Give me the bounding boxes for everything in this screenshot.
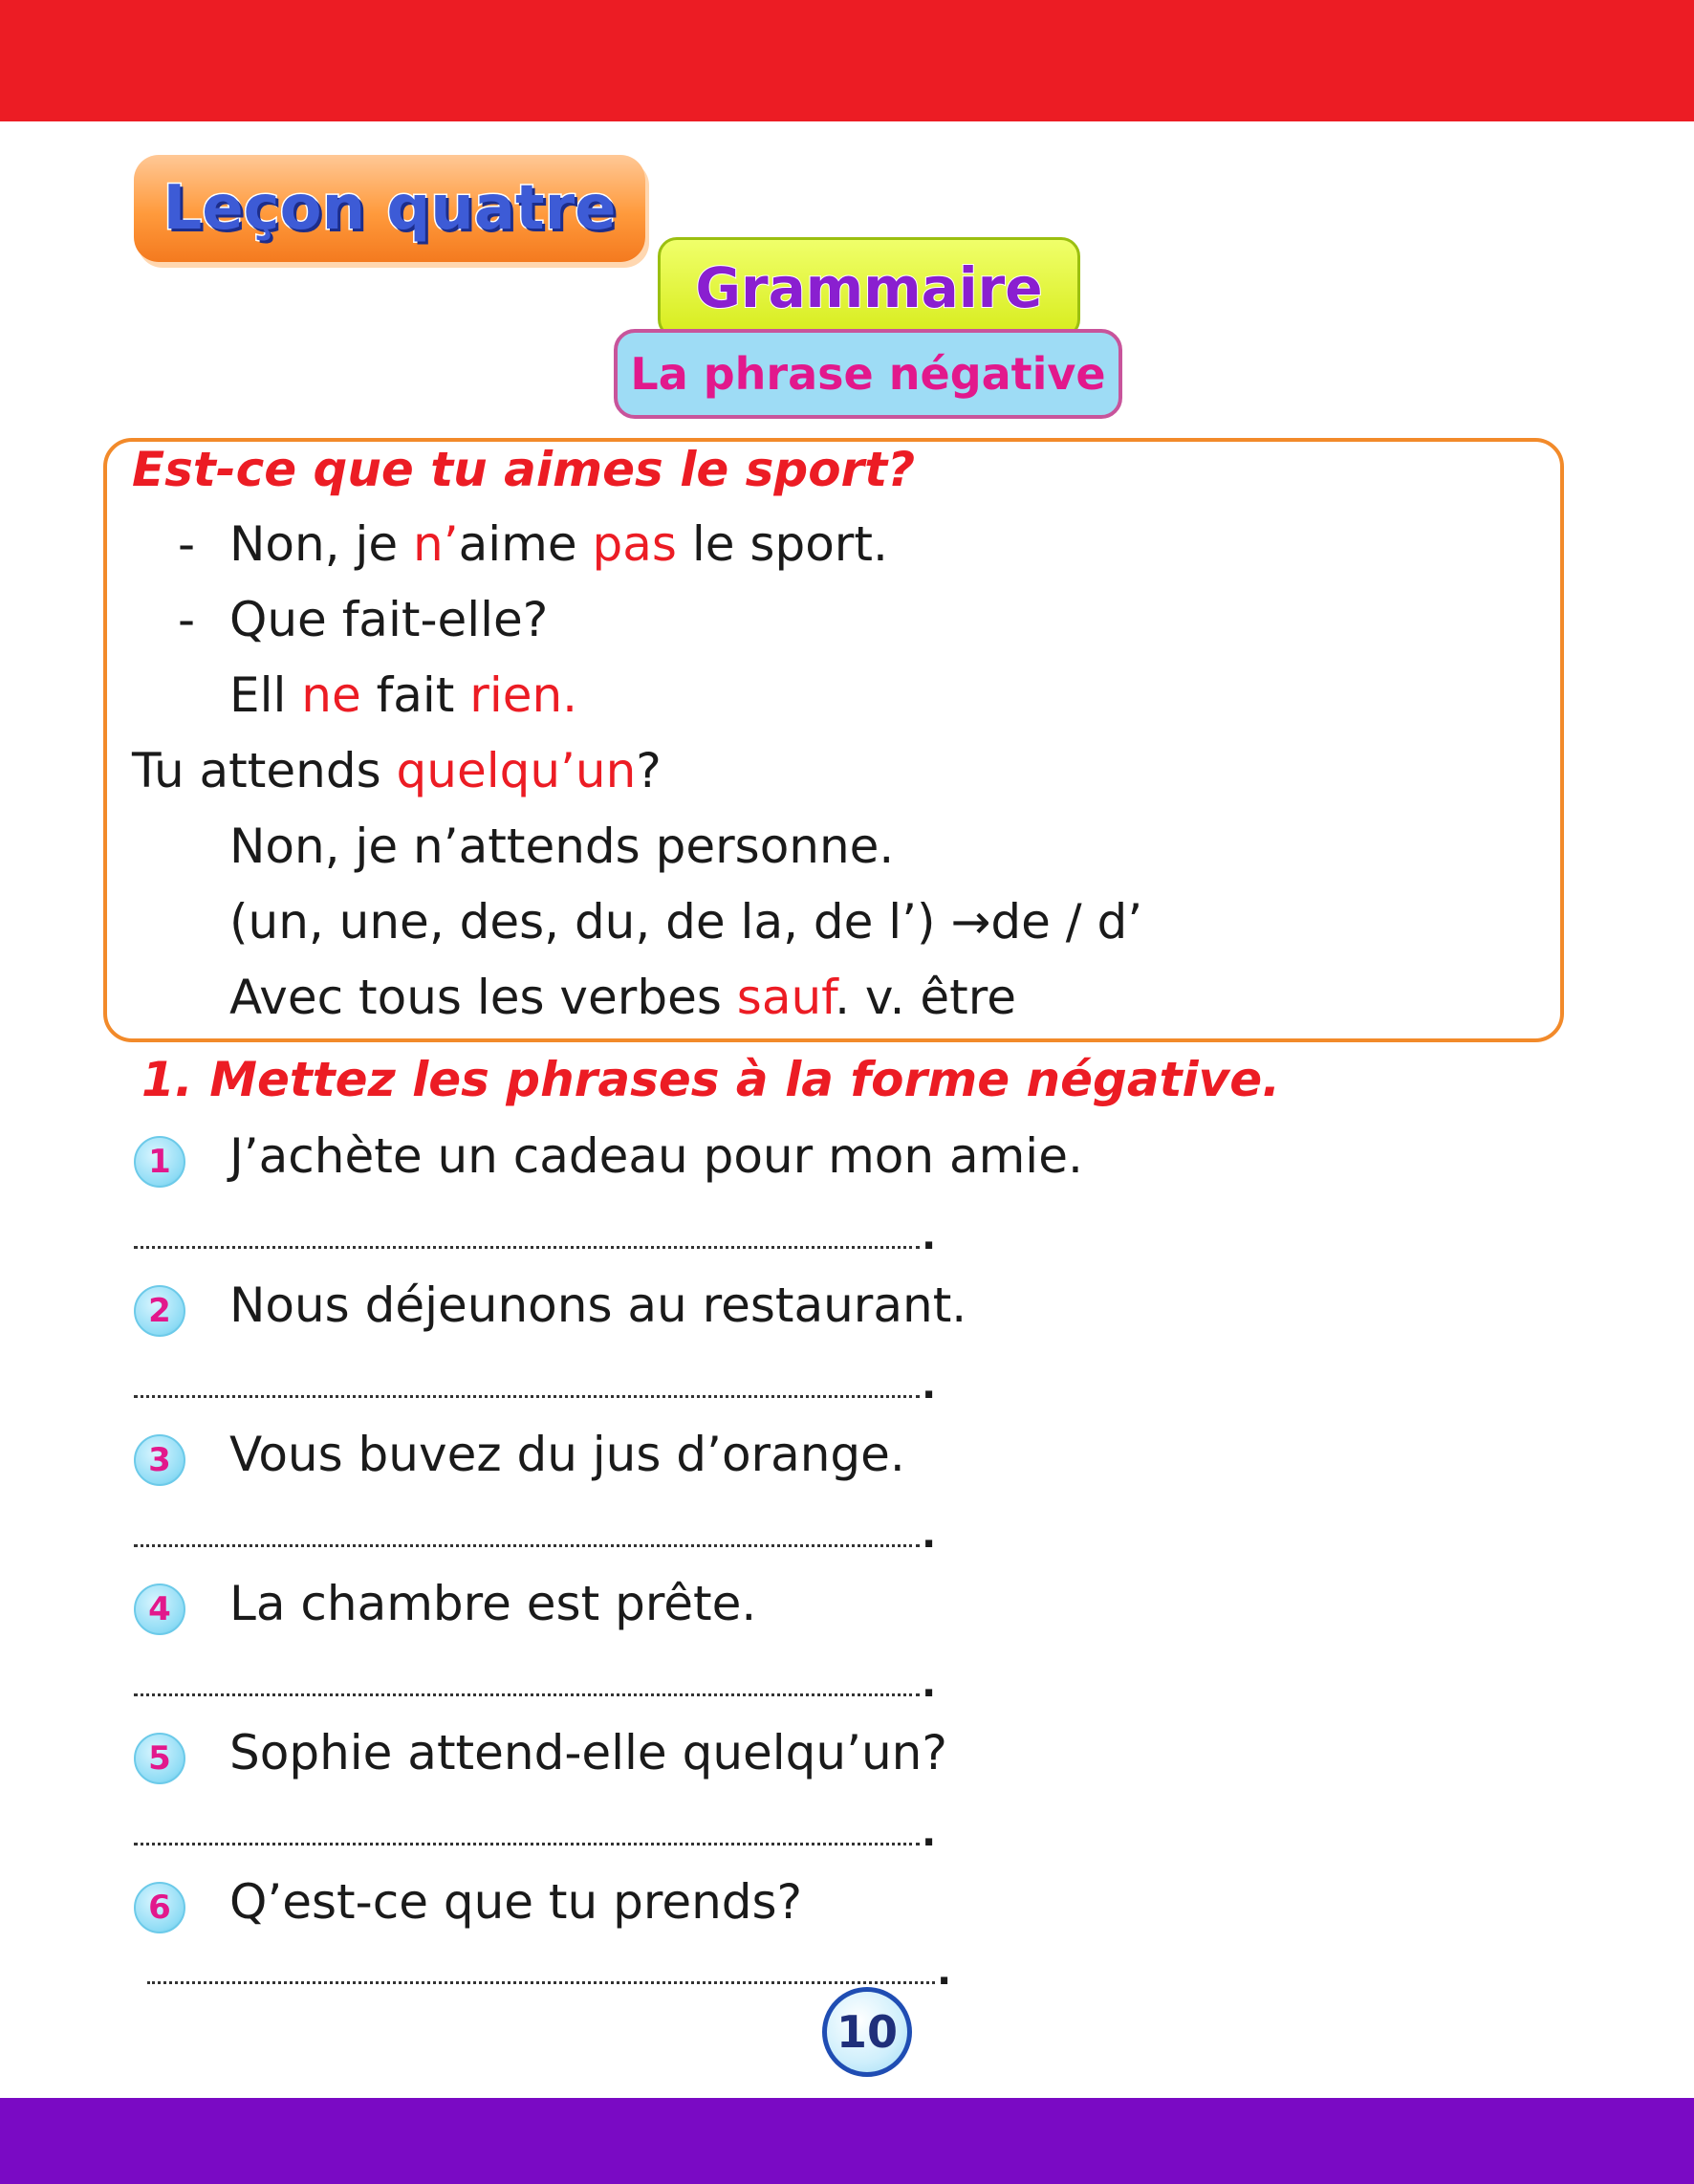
rule-text: ? (636, 743, 662, 798)
page-number: 10 (822, 1987, 912, 2077)
answer-period: . (922, 1364, 937, 1408)
topic-title: La phrase négative (630, 348, 1106, 400)
exercise-sentence: Nous déjeunons au restaurant. (229, 1278, 967, 1333)
item-number-badge: 5 (134, 1733, 185, 1784)
neg-word: ne (301, 667, 361, 723)
answer-period: . (937, 1950, 952, 1994)
rule-text: Avec tous les verbes (229, 970, 737, 1025)
neg-word: n’ (413, 516, 459, 572)
neg-word: pas (592, 516, 677, 572)
section-title: Grammaire (695, 255, 1043, 320)
answer-period: . (922, 1811, 937, 1855)
rule-text: Ell (229, 667, 302, 723)
item-number-badge: 1 (134, 1136, 185, 1188)
rule-line-7 (229, 970, 1016, 1025)
answer-line[interactable] (147, 1981, 935, 1984)
dash-2: - (178, 592, 196, 647)
item-number-badge: 6 (134, 1882, 185, 1933)
item-number-badge: 4 (134, 1583, 185, 1635)
rule-line-6 (229, 894, 1142, 950)
exercise-sentence: J’achète un cadeau pour mon amie. (229, 1128, 1083, 1184)
exercise-title: 1. Mettez les phrases à la forme négative. (141, 1052, 1281, 1107)
rule-text: Tu attends (132, 743, 397, 798)
answer-line[interactable] (134, 1843, 920, 1845)
rule-text: (un, une, des, du, de la, de l’) (229, 894, 951, 950)
answer-line[interactable] (134, 1544, 920, 1547)
top-color-bar (0, 0, 1694, 121)
bottom-color-bar (0, 2098, 1694, 2184)
item-number-badge: 3 (134, 1434, 185, 1486)
rule-text: le sport. (676, 516, 888, 572)
answer-period: . (922, 1214, 937, 1258)
lesson-title-badge (134, 155, 645, 262)
rule-question: Est-ce que tu aimes le sport? (132, 442, 916, 497)
answer-line[interactable] (134, 1693, 920, 1696)
rule-line-3 (229, 667, 577, 723)
dash-1: - (178, 516, 196, 572)
rule-line-1 (229, 516, 888, 572)
item-number-badge: 2 (134, 1285, 185, 1337)
rule-line-2: Que fait-elle? (229, 592, 549, 647)
topic-badge (614, 329, 1122, 419)
answer-line[interactable] (134, 1246, 920, 1249)
rule-line-4 (132, 743, 662, 798)
rule-text: fait (360, 667, 470, 723)
neg-word: rien. (469, 667, 578, 723)
rule-text: Non, je (229, 516, 414, 572)
exercise-sentence: La chambre est prête. (229, 1576, 757, 1631)
rule-text: . v. être (835, 970, 1017, 1025)
exercise-sentence: Sophie attend-elle quelqu’un? (229, 1725, 947, 1780)
lesson-title: Leçon quatre (163, 173, 617, 244)
exercise-sentence: Q’est-ce que tu prends? (229, 1874, 803, 1930)
rule-text: de / d’ (990, 894, 1143, 950)
exercise-sentence: Vous buvez du jus d’orange. (229, 1427, 905, 1482)
answer-period: . (922, 1662, 937, 1706)
section-badge (658, 237, 1080, 339)
answer-period: . (922, 1513, 937, 1557)
rule-text: aime (458, 516, 593, 572)
answer-line[interactable] (134, 1395, 920, 1398)
rule-line-5: Non, je n’attends personne. (229, 819, 895, 874)
neg-word: sauf (736, 970, 836, 1025)
arrow-right-icon: → (950, 894, 991, 950)
neg-word: quelqu’un (396, 743, 637, 798)
